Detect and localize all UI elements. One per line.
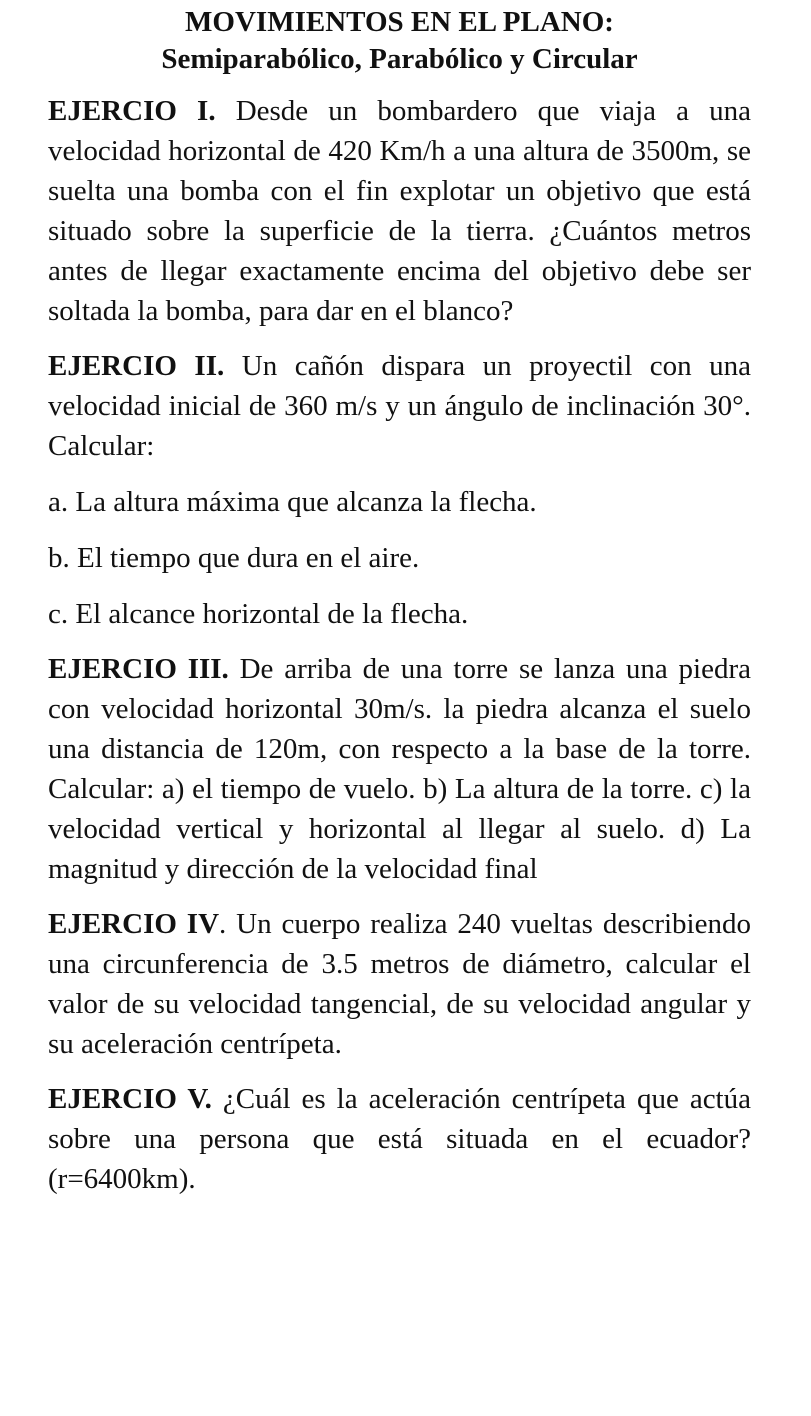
exercise-1-text: Desde un bombardero que viaja a una velocidad horizontal de 420 Km/h a una altura de 3500m, se suelta una bomba con el fin explotar un objetivo que está situado sobre la superficie de la tierra. ¿Cuántos metros antes de llegar exactamente encima del objetivo debe ser soltada la bomba, para dar en el blanco? (48, 95, 751, 327)
exercise-2 (48, 346, 751, 466)
exercise-3-text: De arriba de una torre se lanza una piedra con velocidad horizontal 30m/s. la piedra alcanza el suelo una distancia de 120m, con respecto a la base de la torre. Calcular: a) el tiempo de vuelo. b) La altura de la torre. c) la velocidad vertical y horizontal al llegar al suelo. d) La magnitud y dirección de la velocidad final (48, 653, 751, 885)
exercise-5 (48, 1079, 751, 1199)
exercise-5-label: EJERCIO V. (48, 1083, 212, 1115)
exercise-5-text: ¿Cuál es la aceleración centrípeta que actúa sobre una persona que está situada en el ecuador? (r=6400km). (48, 1083, 751, 1195)
exercise-3 (48, 649, 751, 889)
exercise-1-label: EJERCIO I. (48, 95, 216, 127)
page-title: MOVIMIENTOS EN EL PLANO: (185, 6, 614, 38)
exercise-3-label: EJERCIO III. (48, 653, 229, 685)
document-page (48, 4, 751, 1199)
page-subtitle: Semiparabólico, Parabólico y Circular (161, 43, 638, 75)
exercise-2-label: EJERCIO II. (48, 350, 225, 382)
exercise-2-item-a: a. La altura máxima que alcanza la flecha. (48, 486, 537, 518)
exercise-2-item-c: c. El alcance horizontal de la flecha. (48, 598, 469, 630)
exercise-4 (48, 904, 751, 1064)
exercise-1 (48, 91, 751, 331)
exercise-2-item-b: b. El tiempo que dura en el aire. (48, 542, 420, 574)
exercise-4-label: EJERCIO IV (48, 908, 220, 940)
exercise-2-text: Un cañón dispara un proyectil con una velocidad inicial de 360 m/s y un ángulo de inclinación 30°. Calcular: (48, 350, 751, 462)
exercise-4-text: . Un cuerpo realiza 240 vueltas describiendo una circunferencia de 3.5 metros de diámetro, calcular el valor de su velocidad tangencial, de su velocidad angular y su aceleración centrípeta. (48, 908, 751, 1060)
